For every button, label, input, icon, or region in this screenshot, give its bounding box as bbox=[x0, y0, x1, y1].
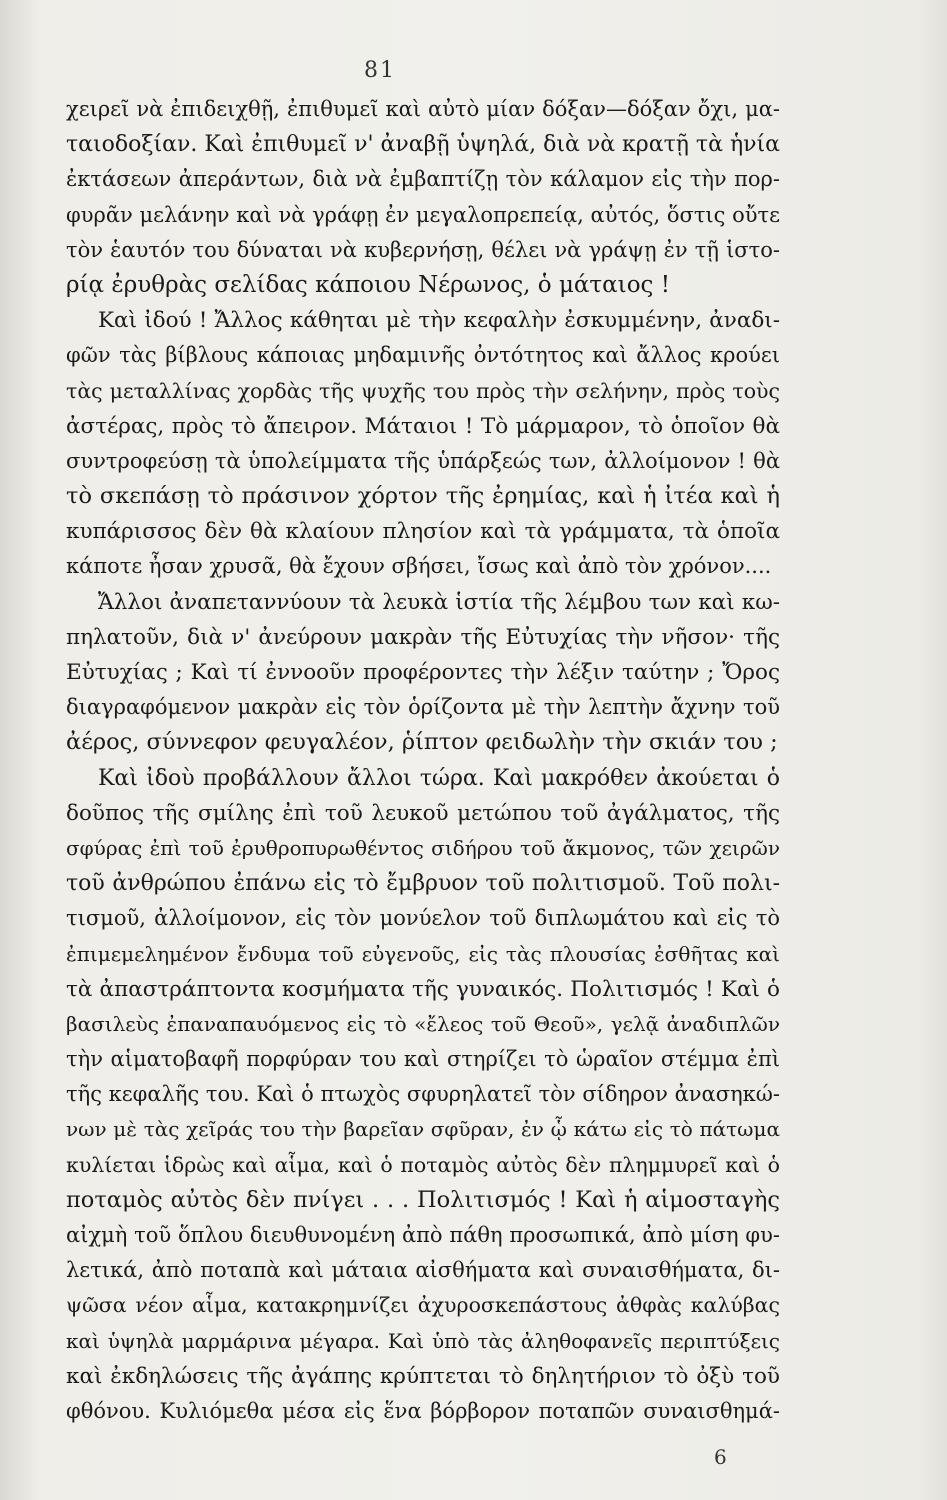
text-line: Εὐτυχίας ; Καὶ τί ἐννοοῦν προφέροντες τὴν λέξιν ταύτην ; Ὄρος bbox=[66, 660, 780, 685]
signature-mark: 6 bbox=[714, 1445, 727, 1469]
text-line: λετικά, ἀπὸ ποταπὰ καὶ μάταια αἰσθήματα καὶ συναισθήματα, δι- bbox=[66, 1258, 780, 1283]
text-line: φυρᾶν μελάνην καὶ νὰ γράφῃ ἐν μεγαλοπρεπείᾳ, αὐτός, ὅστις οὔτε bbox=[66, 202, 780, 227]
text-line: τῆς κεφαλῆς του. Καὶ ὁ πτωχὸς σφυρηλατεῖ τὸν σίδηρον ἀνασηκώ- bbox=[66, 1082, 780, 1107]
text-line: ἀέρος, σύννεφον φευγαλέον, ῥίπτον φειδωλὴν τὴν σκιάν του ; bbox=[66, 729, 778, 756]
text-line: αἰχμὴ τοῦ ὅπλου διευθυνομένη ἀπὸ πάθη προσωπικά, ἀπὸ μίση φυ- bbox=[66, 1223, 780, 1247]
text-line: φθόνου. Κυλιόμεθα μέσα εἰς ἕνα βόρβορον ποταπῶν συναισθημά- bbox=[66, 1398, 780, 1423]
text-line: καὶ ὑψηλὰ μαρμάρινα μέγαρα. Καὶ ὑπὸ τὰς ἀληθοφανεῖς περιπτύξεις bbox=[66, 1328, 780, 1353]
text-line: Καὶ ἰδοὺ προβάλλουν ἄλλοι τώρα. Καὶ μακρόθεν ἀκούεται ὁ bbox=[98, 765, 780, 791]
text-line: τὸ σκεπάσῃ τὸ πράσινον χόρτον τῆς ἐρημίας, καὶ ἡ ἰτέα καὶ ἡ bbox=[66, 483, 780, 510]
text-line: βασιλεὺς ἐπαναπαυόμενος εἰς τὸ «ἔλεος τοῦ Θεοῦ», γελᾷ ἀναδιπλῶν bbox=[66, 1011, 780, 1036]
text-line: πηλατοῦν, διὰ ν' ἀνεύρουν μακρὰν τῆς Εὐτυχίας τὴν νῆσον· τῆς bbox=[66, 624, 780, 650]
text-line: κάποτε ἦσαν χρυσᾶ, θὰ ἔχουν σβήσει, ἴσως καὶ ἀπὸ τὸν χρόνον.... bbox=[66, 554, 772, 579]
text-line: ἐκτάσεων ἀπεράντων, διὰ νὰ ἐμβαπτίζῃ τὸν κάλαμον εἰς τὴν πορ- bbox=[66, 167, 780, 192]
page-number: 81 bbox=[364, 58, 396, 83]
text-line: διαγραφόμενον μακρὰν εἰς τὸν ὁρίζοντα μὲ τὴν λεπτὴν ἄχνην τοῦ bbox=[66, 695, 780, 720]
text-line: τὰς μεταλλίνας χορδὰς τῆς ψυχῆς του πρὸς τὴν σελήνην, πρὸς τοὺς bbox=[66, 378, 780, 403]
body-text bbox=[66, 92, 780, 1429]
text-line: ἐπιμεμελημένον ἔνδυμα τοῦ εὐγενοῦς, εἰς τὰς πλουσίας ἐσθῆτας καὶ bbox=[66, 941, 780, 966]
text-line: τὸν ἑαυτόν του δύναται νὰ κυβερνήσῃ, θέλει νὰ γράψῃ ἐν τῇ ἱστο- bbox=[66, 237, 780, 262]
text-line: συντροφεύσῃ τὰ ὑπολείμματα τῆς ὑπάρξεώς των, ἀλλοίμονον ! θὰ bbox=[66, 448, 780, 473]
text-line: φῶν τὰς βίβλους κάποιας μηδαμινῆς ὀντότητος καὶ ἄλλος κρούει bbox=[66, 343, 780, 368]
text-line: χειρεῖ νὰ ἐπιδειχθῇ, ἐπιθυμεῖ καὶ αὐτὸ μίαν δόξαν—δόξαν ὄχι, μα- bbox=[66, 97, 780, 121]
text-line: ταιοδοξίαν. Καὶ ἐπιθυμεῖ ν' ἀναβῇ ὑψηλά, διὰ νὰ κρατῇ τὰ ἡνία bbox=[66, 132, 780, 158]
text-line: τισμοῦ, ἀλλοίμονον, εἰς τὸν μονύελον τοῦ διπλωμάτου καὶ εἰς τὸ bbox=[66, 906, 780, 931]
text-line: ποταμὸς αὐτὸς δὲν πνίγει . . . Πολιτισμός ! Καὶ ἡ αἱμοσταγὴς bbox=[66, 1186, 780, 1213]
text-line: τὰ ἀπαστράπτοντα κοσμήματα τῆς γυναικός. Πολιτισμός ! Καὶ ὁ bbox=[66, 976, 780, 1002]
text-line: τοῦ ἀνθρώπου ἐπάνω εἰς τὸ ἔμβρυον τοῦ πολιτισμοῦ. Τοῦ πολι- bbox=[66, 871, 780, 897]
text-line: κυπάρισσος δὲν θὰ κλαίουν πλησίον καὶ τὰ γράμματα, τὰ ὁποῖα bbox=[66, 519, 780, 545]
text-line: δοῦπος τῆς σμίλης ἐπὶ τοῦ λευκοῦ μετώπου τοῦ ἀγάλματος, τῆς bbox=[66, 800, 780, 826]
text-line: Ἄλλοι ἀναπεταννύουν τὰ λευκὰ ἱστία τῆς λέμβου των καὶ κω- bbox=[98, 589, 780, 615]
text-line: ρίᾳ ἐρυθρὰς σελίδας κάποιου Νέρωνος, ὁ μάταιος ! bbox=[66, 271, 670, 298]
text-line: νων μὲ τὰς χεῖράς του τὴν βαρεῖαν σφῦραν, ἐν ᾧ κάτω εἰς τὸ πάτωμα bbox=[66, 1117, 780, 1142]
text-line: τὴν αἱματοβαφῆ πορφύραν του καὶ στηρίζει τὸ ὡραῖον στέμμα ἐπὶ bbox=[66, 1047, 780, 1072]
text-line: σφύρας ἐπὶ τοῦ ἐρυθροπυρωθέντος σιδήρου τοῦ ἄκμονος, τῶν χειρῶν bbox=[66, 835, 780, 860]
text-line: κυλίεται ἱδρὼς καὶ αἷμα, καὶ ὁ ποταμὸς αὐτὸς δὲν πλημμυρεῖ καὶ ὁ bbox=[66, 1152, 780, 1177]
text-line: ψῶσα νέον αἷμα, κατακρημνίζει ἀχυροσκεπάστους ἀθφὰς καλύβας bbox=[66, 1293, 780, 1318]
text-line: καὶ ἐκδηλώσεις τῆς ἀγάπης κρύπτεται τὸ δηλητήριον τὸ ὀξὺ τοῦ bbox=[66, 1363, 780, 1389]
text-line: ἀστέρας, πρὸς τὸ ἄπειρον. Μάταιοι ! Τὸ μάρμαρον, τὸ ὁποῖον θὰ bbox=[66, 413, 780, 439]
text-line: Καὶ ἰδού ! Ἄλλος κάθηται μὲ τὴν κεφαλὴν ἐσκυμμένην, ἀναδι- bbox=[98, 308, 780, 334]
